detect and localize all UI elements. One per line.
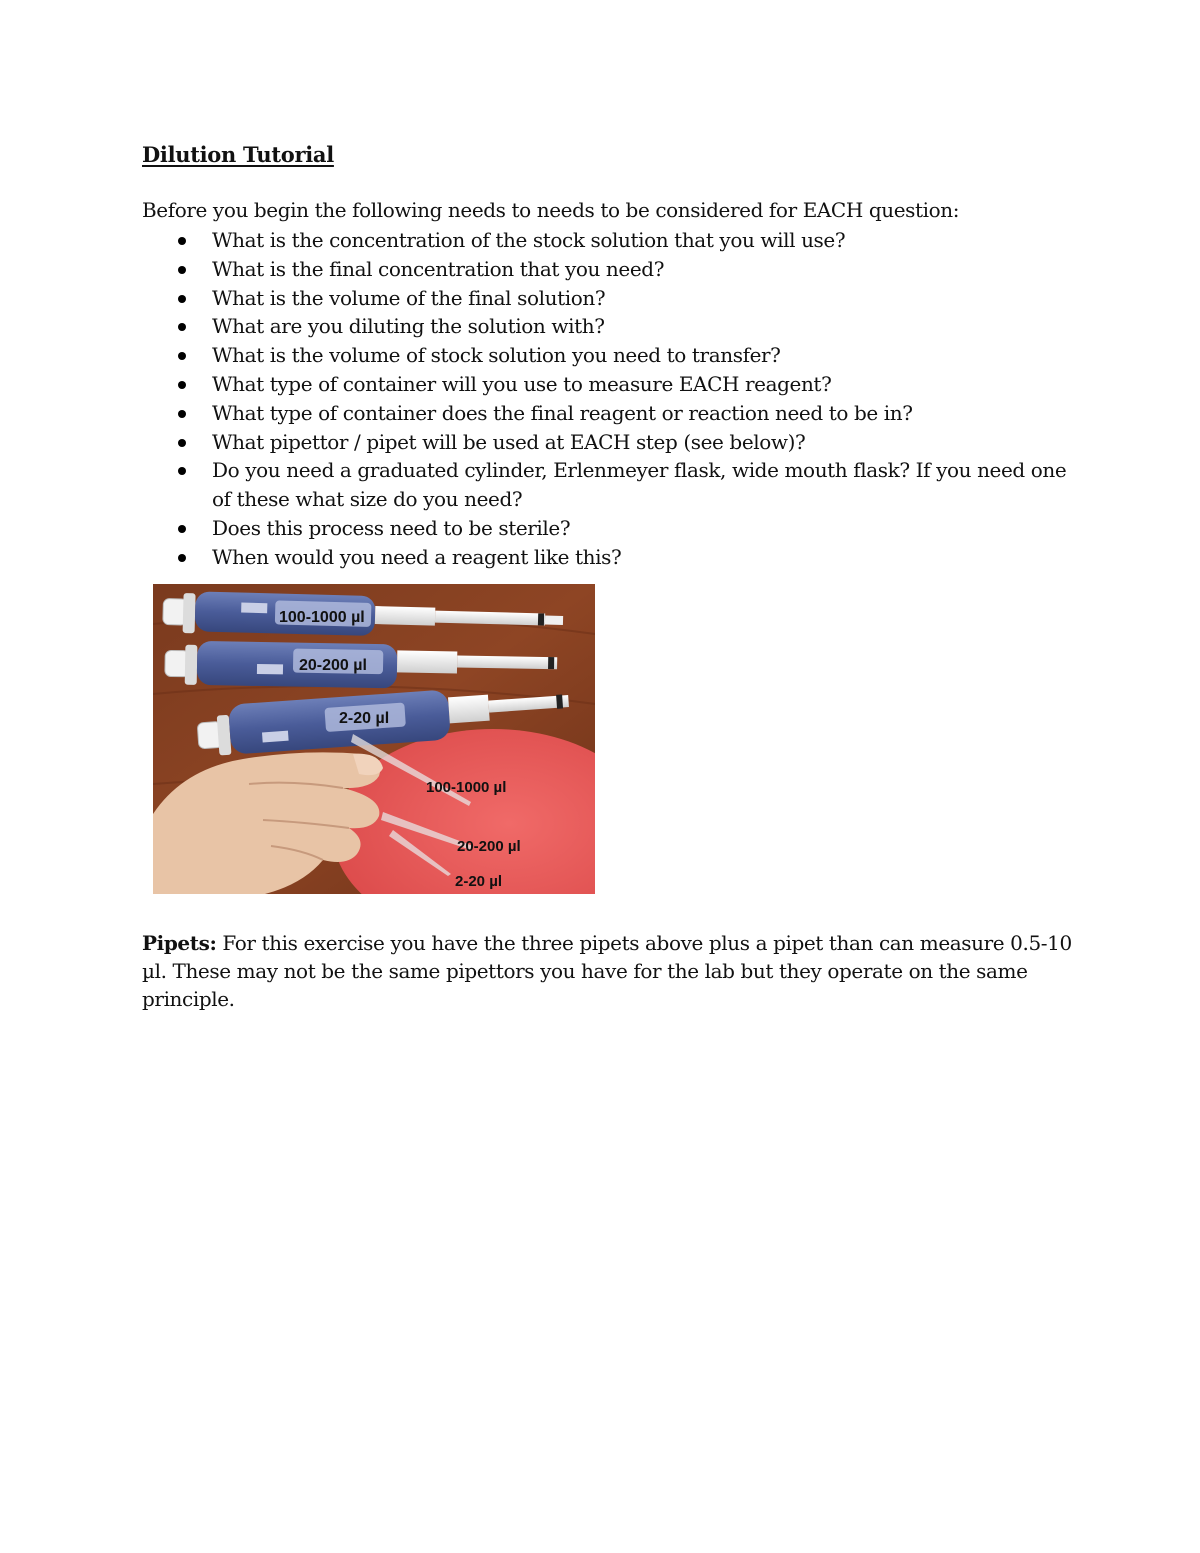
bullet-icon — [178, 237, 186, 245]
pipettor-label: 20-200 µl — [299, 657, 367, 674]
list-item: What is the final concentration that you need? — [142, 255, 1082, 284]
bullet-icon — [178, 266, 186, 274]
bullet-icon — [178, 381, 186, 389]
list-item: What is the volume of the final solution? — [142, 284, 1082, 313]
bullet-icon — [178, 439, 186, 447]
pipettor-photo — [153, 584, 595, 894]
list-item: What is the concentration of the stock solution that you will use? — [142, 226, 1082, 255]
bullet-icon — [178, 352, 186, 360]
pipets-heading: Pipets: — [142, 931, 217, 955]
pipettor-label: 100-1000 µl — [279, 609, 365, 626]
pipettor-label: 2-20 µl — [339, 710, 390, 727]
list-item: What type of container will you use to measure EACH reagent? — [142, 370, 1082, 399]
pipets-paragraph — [142, 929, 1072, 1013]
list-item: What pipettor / pipet will be used at EACH step (see below)? — [142, 428, 1082, 457]
pipets-text: For this exercise you have the three pipets above plus a pipet than can measure 0.5-10 µl. These may not be the same pipettors you have for the lab but they operate on the same principle. — [142, 931, 1072, 1011]
list-item: When would you need a reagent like this? — [142, 543, 1082, 572]
list-item: What type of container does the final reagent or reaction need to be in? — [142, 399, 1082, 428]
list-item: What are you diluting the solution with? — [142, 312, 1082, 341]
bullet-icon — [178, 467, 186, 475]
bullet-icon — [178, 295, 186, 303]
bullet-icon — [178, 323, 186, 331]
list-item: Do you need a graduated cylinder, Erlenmeyer flask, wide mouth flask? If you need one of these what size do you need? — [142, 456, 1082, 514]
bullet-icon — [178, 554, 186, 562]
list-item: What is the volume of stock solution you need to transfer? — [142, 341, 1082, 370]
document-title: Dilution Tutorial — [142, 142, 334, 167]
tip-label: 2-20 µl — [455, 873, 502, 890]
bullet-icon — [178, 525, 186, 533]
question-list — [142, 226, 1082, 572]
tip-label: 20-200 µl — [457, 838, 521, 855]
tip-label: 100-1000 µl — [426, 779, 507, 796]
bullet-icon — [178, 410, 186, 418]
intro-paragraph: Before you begin the following needs to needs to be considered for EACH question: — [142, 198, 960, 222]
list-item: Does this process need to be sterile? — [142, 514, 1082, 543]
